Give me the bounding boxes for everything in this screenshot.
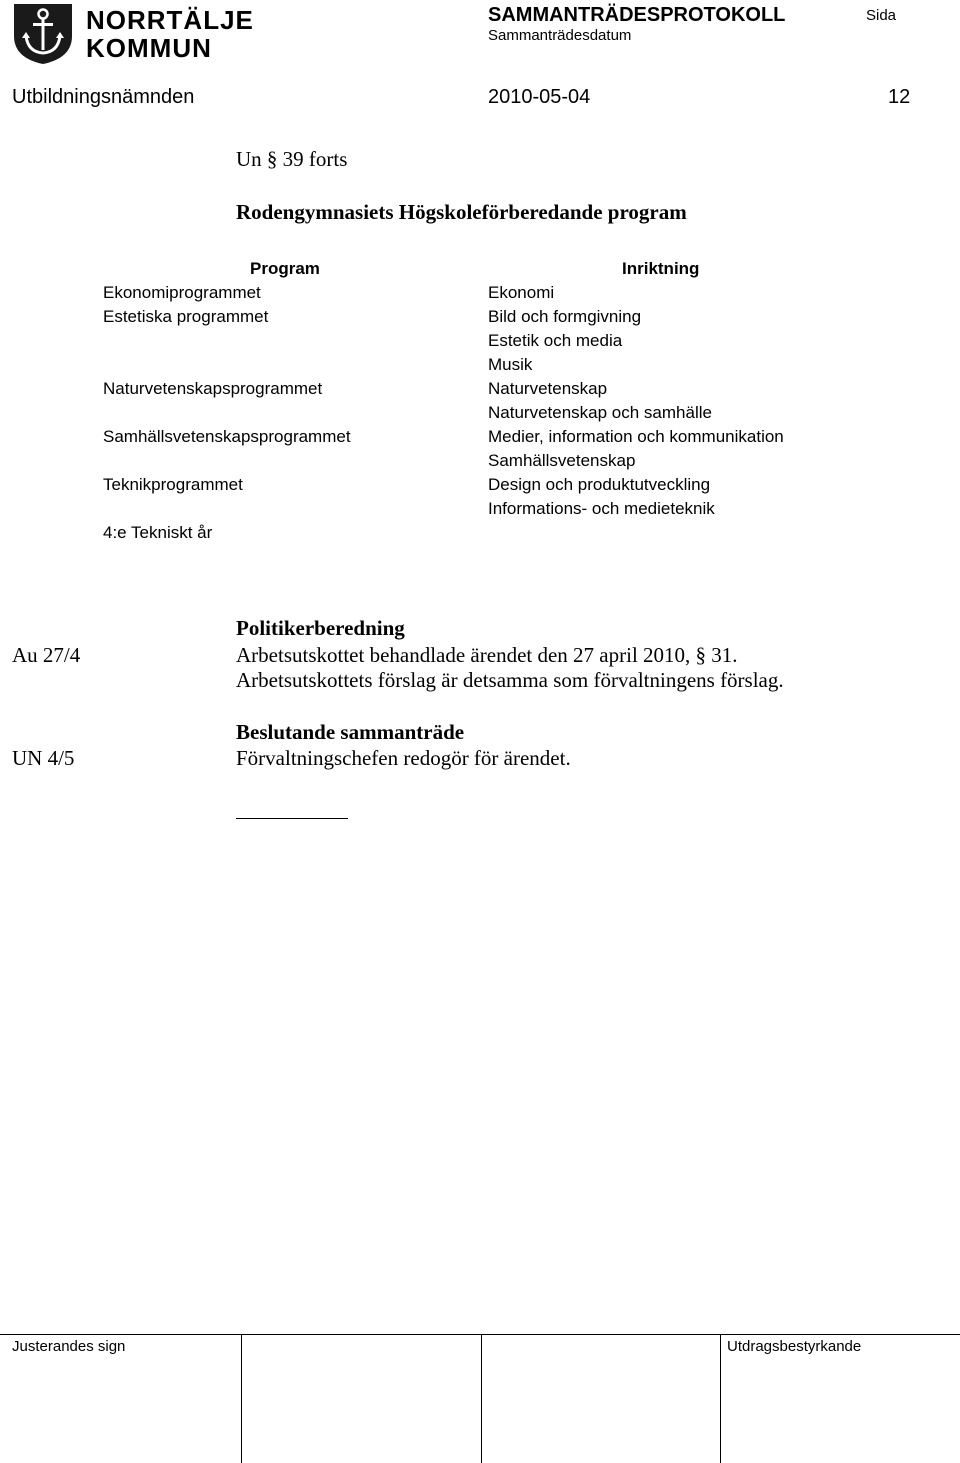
politikerberedning-text-2: Arbetsutskottets förslag är detsamma som förvaltningens förslag.: [236, 668, 784, 692]
logo-line-2: KOMMUN: [86, 33, 212, 63]
footer-divider: [481, 1334, 482, 1463]
utdragsbestyrkande-label: Utdragsbestyrkande: [727, 1338, 862, 1355]
coat-of-arms-icon: [12, 2, 74, 66]
politikerberedning-heading: Politikerberedning: [236, 616, 405, 640]
inriktning-item: Naturvetenskap: [488, 379, 608, 398]
program-item: 4:e Tekniskt år: [103, 523, 213, 542]
footer-border: [0, 1334, 960, 1335]
date-label: Sammanträdesdatum: [488, 27, 632, 44]
page-number: 12: [888, 86, 911, 108]
committee-name: Utbildningsnämnden: [12, 86, 195, 108]
inriktning-item: Informations- och medieteknik: [488, 499, 715, 518]
program-item: Ekonomiprogrammet: [103, 283, 261, 302]
footer-divider: [720, 1334, 721, 1463]
politikerberedning-text-1: Arbetsutskottet behandlade ärendet den 27 april 2010, § 31.: [236, 643, 738, 667]
section-reference: Un § 39 forts: [236, 147, 348, 171]
logo-line-1: NORRTÄLJE: [86, 5, 254, 35]
inriktning-item: Naturvetenskap och samhälle: [488, 403, 712, 422]
beslutande-text: Förvaltningschefen redogör för ärendet.: [236, 746, 571, 770]
footer-divider: [241, 1334, 242, 1463]
municipality-logo: [12, 2, 74, 71]
meeting-date: 2010-05-04: [488, 86, 591, 108]
inriktning-item: Medier, information och kommunikation: [488, 427, 784, 446]
section-separator: [236, 818, 348, 819]
page-label: Sida: [866, 7, 897, 24]
section-title: Rodengymnasiets Högskoleförberedande program: [236, 200, 687, 224]
inriktning-item: Estetik och media: [488, 331, 623, 350]
column-header-program: Program: [250, 259, 320, 278]
inriktning-item: Ekonomi: [488, 283, 555, 302]
margin-reference-un: UN 4/5: [12, 746, 75, 770]
inriktning-item: Bild och formgivning: [488, 307, 642, 326]
beslutande-heading: Beslutande sammanträde: [236, 720, 465, 744]
program-item: Naturvetenskapsprogrammet: [103, 379, 323, 398]
inriktning-item: Musik: [488, 355, 533, 374]
column-header-inriktning: Inriktning: [622, 259, 700, 278]
margin-reference-au: Au 27/4: [12, 643, 81, 667]
program-item: Estetiska programmet: [103, 307, 269, 326]
inriktning-item: Samhällsvetenskap: [488, 451, 636, 470]
document-type: SAMMANTRÄDESPROTOKOLL: [488, 4, 786, 26]
program-item: Samhällsvetenskapsprogrammet: [103, 427, 351, 446]
inriktning-item: Design och produktutveckling: [488, 475, 711, 494]
justerandes-sign-label: Justerandes sign: [12, 1338, 126, 1355]
program-item: Teknikprogrammet: [103, 475, 243, 494]
